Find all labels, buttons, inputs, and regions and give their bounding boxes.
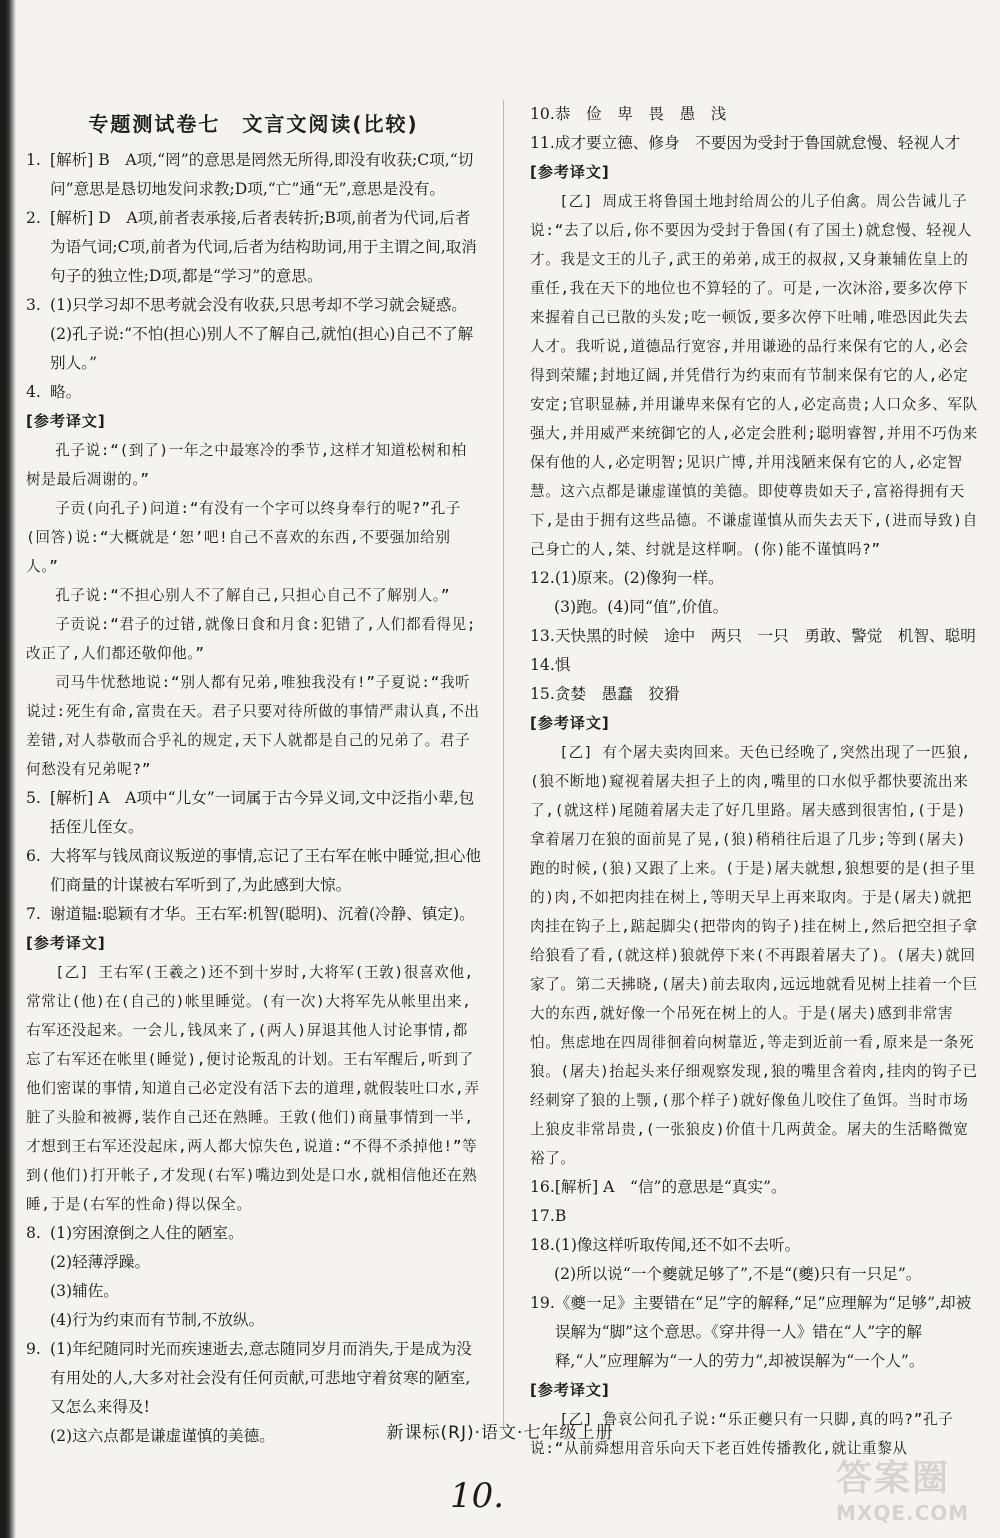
question-number: 1. (26, 151, 41, 169)
question-number: 8. (26, 1224, 41, 1242)
translation-paragraph: 司马牛忧愁地说:“别人都有兄弟,唯独我没有!”子夏说:“我听说过:死生有命,富贵在天。君子只要对待所做的事情严肃认真,不出差错,对人恭敬而合乎礼的规定,天下人就都是自己的兄弟了。君子何愁没有兄弟呢?” (26, 674, 480, 778)
translation-paragraph: 子贡说:“君子的过错,就像日食和月食:犯错了,人们都看得见;改正了,人们都还敬仰他。” (26, 616, 477, 662)
question-number: 5. (26, 789, 41, 807)
translation-paragraph: [乙] 王右军(王羲之)还不到十岁时,大将军(王敦)很喜欢他,常常让(他)在(自己的)帐里睡觉。(有一次)大将军先从帐里出来,右军还没起来。一会儿,钱凤来了,(两人)屏退其他人讨论事情,都忘了右军还在帐里(睡觉),便讨论叛乱的计划。王右军醒后,听到了他们密谋的事情,知道自己必定没有活下去的道理,就假装吐口水,弄脏了头脸和被褥,装作自己还在熟睡。王敦(他们)商量事情到一半,才想到王右军还没起床,两人都大惊失色,说道:“不得不杀掉他!”等到(他们)打开帐子,才发现(右军)嘴边到处是口水,就相信他还在熟睡,于是(右军的性命)得以保全。 (26, 964, 480, 1213)
question-number: 9. (26, 1340, 41, 1358)
question-4 (26, 378, 481, 407)
question-9 (26, 1335, 481, 1422)
question-number: 11. (530, 134, 555, 152)
reference-translation-heading: [参考译文] (530, 714, 610, 732)
question-6 (26, 842, 481, 900)
reference-translation-heading: [参考译文] (26, 412, 106, 430)
answer-text: [解析] A “信”的意思是“真实”。 (554, 1178, 787, 1196)
question-13 (530, 622, 978, 651)
answer-text: 成才要立德、修身 不要因为受封于鲁国就怠慢、轻视人才 (554, 134, 961, 152)
translation-paragraph: [乙] 有个屠夫卖肉回来。天色已经晚了,突然出现了一匹狼,(狼不断地)窥视着屠夫担子上的肉,嘴里的口水似乎都快要流出来了,(就这样)尾随着屠夫走了好几里路。屠夫感到很害怕,(于是)拿着屠刀在狼的面前晃了晃,(狼)稍稍往后退了几步;等到(屠夫)跑的时候,(狼)又跟了上来。(于是)屠夫就想,狼想要的是(担子里的)肉,不如把肉挂在树上,等明天早上再来取肉。于是(屠夫)就把肉挂在钩子上,踮起脚尖(把带肉的钩子)挂在树上,然后把空担子拿给狼看了看,(就这样)狼就停下来(不再跟着屠夫了)。(屠夫)就回家了。第二天拂晓,(屠夫)前去取肉,远远地就看见树上挂着一个巨大的东西,就好像一个吊死在树上的人。于是(屠夫)感到非常害怕。焦虑地在四周徘徊着向树靠近,等走到近前一看,原来是一条死狼。(屠夫)抬起头来仔细观察发现,狼的嘴里含着肉,挂肉的钩子已经刺穿了狼的上颚,(那个样子)就好像鱼儿咬住了鱼饵。当时市场上狼皮非常昂贵,(一张狼皮)价值十几两黄金。屠夫的生活略微宽裕了。 (530, 744, 978, 1167)
handwritten-page-number: 10. (450, 1476, 505, 1516)
question-1 (26, 146, 481, 204)
question-15 (530, 680, 978, 709)
question-5 (26, 784, 481, 842)
answer-text: (1)原来。(2)像狗一样。 (554, 569, 724, 587)
scan-binding-edge (0, 0, 16, 1538)
question-number: 10. (530, 105, 555, 123)
question-number: 3. (26, 296, 41, 314)
answer-subitem: (2)这六点都是谦虚谨慎的美德。 (50, 1427, 275, 1445)
question-number: 17. (530, 1207, 555, 1225)
answer-text: (1)只学习却不思考就会没有收获,只思考却不学习就会疑惑。 (50, 296, 467, 314)
question-3 (26, 291, 481, 320)
question-number: 4. (26, 383, 41, 401)
question-number: 15. (530, 685, 555, 703)
translation-paragraph: 孔子说:“不担心别人不了解自己,只担心自己不了解别人。” (55, 587, 451, 604)
question-number: 7. (26, 905, 41, 923)
site-watermark-logo (836, 1450, 986, 1530)
answer-text: (1)穷困潦倒之人住的陋室。 (50, 1224, 244, 1242)
translation-paragraph: 子贡(向孔子)问道:“有没有一个字可以终身奉行的呢?”孔子(回答)说:“大概就是‘恕’吧!自己不喜欢的东西,不要强加给别人。” (26, 500, 461, 575)
question-number: 2. (26, 209, 41, 227)
answer-text: 大将军与钱凤商议叛逆的事情,忘记了王右军在帐中睡觉,担心他们商量的计谋被右军听到了,为此感到大惊。 (50, 847, 481, 894)
left-column (26, 96, 481, 1451)
watermark-top-text: 答案圈 (836, 1458, 951, 1499)
question-number: 19. (530, 1294, 555, 1312)
question-10 (530, 100, 978, 129)
question-8 (26, 1219, 481, 1248)
question-19 (530, 1289, 978, 1376)
question-7 (26, 900, 481, 929)
watermark-bottom-text: MXQE.COM (836, 1501, 970, 1525)
answer-text: 略。 (50, 383, 82, 401)
page-footer: 新课标(RJ)·语文·七年级上册 (386, 1423, 614, 1443)
question-number: 13. (530, 627, 555, 645)
reference-translation-heading: [参考译文] (530, 163, 610, 181)
question-12 (530, 564, 978, 593)
answer-text: 惧 (554, 656, 571, 674)
question-14 (530, 651, 978, 680)
answer-subitem: (2)所以说“一个夔就足够了”,不是“(夔)只有一只足”。 (554, 1265, 922, 1283)
reference-translation-heading: [参考译文] (26, 934, 106, 952)
question-11 (530, 129, 978, 158)
answer-text: 《夔一足》主要错在“足”字的解释,“足”应理解为“足够”,却被误解为“脚”这个意思。《穿井得一人》错在“人”字的解释,“人”应理解为“一人的劳力”,却被误解为“一个人”。 (554, 1294, 972, 1370)
reference-translation-heading: [参考译文] (530, 1381, 610, 1399)
question-number: 14. (530, 656, 555, 674)
answer-text: 贪婪 愚蠢 狡猾 (554, 685, 680, 703)
answer-text: [解析] D A项,前者表承接,后者表转折;B项,前者为代词,后者为语气词;C项,前者为代词,后者为结构助词,用于主谓之间,取消句子的独立性;D项,都是“学习”的意思。 (50, 209, 477, 285)
question-number: 18. (530, 1236, 555, 1254)
translation-paragraph: 孔子说:“(到了)一年之中最寒冷的季节,这样才知道松树和柏树是最后凋谢的。” (26, 442, 467, 488)
question-number: 16. (530, 1178, 555, 1196)
question-number: 12. (530, 569, 555, 587)
answer-text: (1)年纪随同时光而疾速逝去,意志随同岁月而消失,于是成为没有用处的人,大多对社会没有任何贡献,可悲地守着贫寒的陋室,又怎么来得及! (50, 1340, 472, 1416)
translation-paragraph: [乙] 鲁哀公问孔子说:“乐正夔只有一只脚,真的吗?”孔子说:“从前舜想用音乐向天下老百姓传播教化,就让重黎从 (530, 1411, 954, 1457)
answer-subitem: (3)辅佐。 (50, 1282, 119, 1300)
question-17 (530, 1202, 978, 1231)
answer-text: B (554, 1207, 567, 1225)
answer-subitem: (4)行为约束而有节制,不放纵。 (50, 1311, 265, 1329)
answer-text: 恭 俭 卑 畏 愚 浅 (554, 105, 727, 123)
translation-paragraph: [乙] 周成王将鲁国土地封给周公的儿子伯禽。周公告诫儿子说:“去了以后,你不要因为受封于鲁国(有了国土)就怠慢、轻视人才。我是文王的儿子,武王的弟弟,成王的叔叔,又身兼辅佐皇上的重任,我在天下的地位也不算轻的了。可是,一次沐浴,要多次停下来握着自己已散的头发;吃一顿饭,要多次停下吐哺,唯恐因此失去人才。我听说,道德品行宽容,并用谦逊的品行来保有它的人,必会得到荣耀;封地辽阔,并凭借行为约束而有节制来保有它的人,必定安定;官职显赫,并用谦卑来保有它的人,必定高贵;人口众多、军队强大,并用威严来统御它的人,必定会胜利;聪明睿智,并用不巧伪来保有他的人,必定明智;见识广博,并用浅陋来保有它的人,必定智慧。这六点都是谦虚谨慎的美德。即使尊贵如天子,富裕得拥有天下,是由于拥有这些品德。不谦虚谨慎从而失去天下,(进而导致)自己身亡的人,桀、纣就是这样啊。(你)能不谨慎吗?” (530, 193, 978, 558)
answer-text: 谢道韫:聪颖有才华。王右军:机智(聪明)、沉着(冷静、镇定)。 (50, 905, 475, 923)
answer-subitem: (2)轻薄浮躁。 (50, 1253, 151, 1271)
page-title: 专题测试卷七 文言文阅读(比较) (88, 112, 419, 136)
question-2 (26, 204, 481, 291)
question-16 (530, 1173, 978, 1202)
answer-text: [解析] B A项,“罔”的意思是罔然无所得,即没有收获;C项,“切问”意思是恳切地发问求教;D项,“亡”通“无”,意思是没有。 (50, 151, 474, 198)
answer-text: (1)像这样听取传闻,还不如不去听。 (554, 1236, 801, 1254)
answer-subitem: (3)跑。(4)同“值”,价值。 (554, 598, 729, 616)
column-divider (503, 100, 504, 1430)
question-number: 6. (26, 847, 41, 865)
question-18 (530, 1231, 978, 1260)
answer-text: [解析] A A项中“儿女”一词属于古今异义词,文中泛指小辈,包括侄儿侄女。 (50, 789, 475, 836)
right-column (530, 100, 978, 1463)
answer-subitem: (2)孔子说:“不怕(担心)别人不了解自己,就怕(担心)自己不了解别人。” (50, 325, 474, 372)
answer-text: 天快黑的时候 途中 两只 一只 勇敢、警觉 机智、聪明 (554, 627, 976, 645)
